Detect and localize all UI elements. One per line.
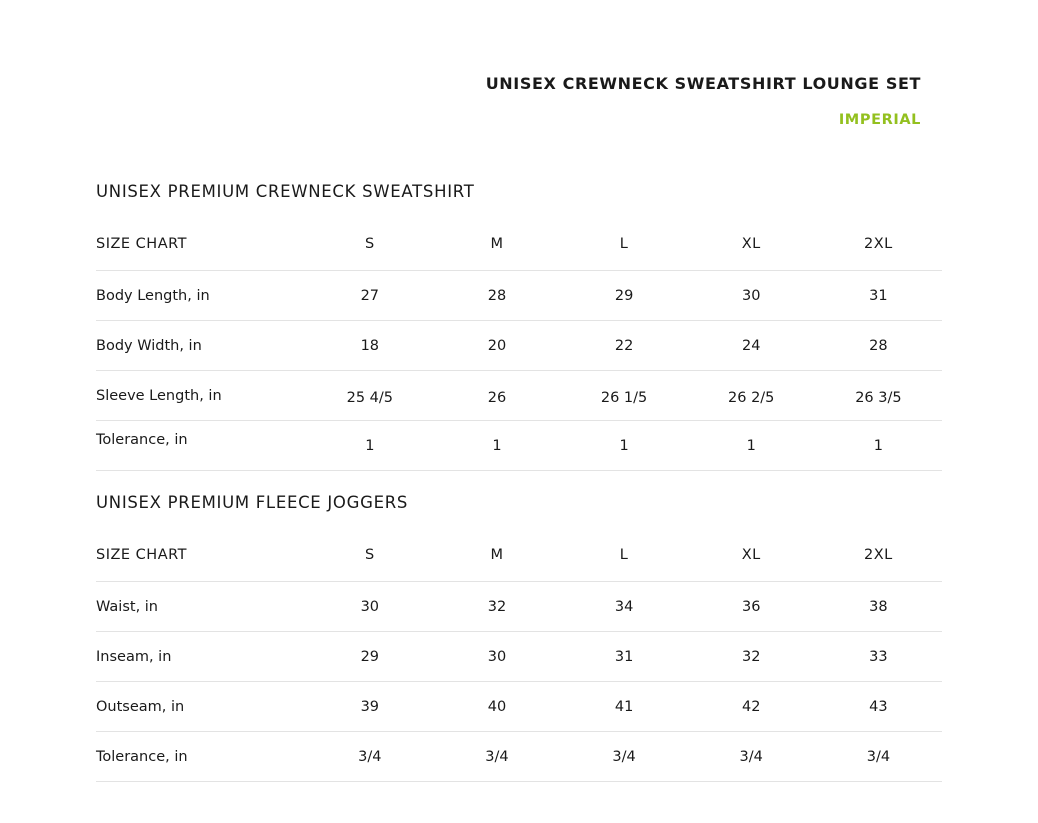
cell-l: 1 [561, 421, 688, 471]
cell-s: 25 4/5 [306, 373, 433, 423]
row-label: Sleeve Length, in [96, 371, 306, 421]
cell-xl: 3/4 [688, 732, 815, 782]
column-header-2xl: 2XL [815, 529, 942, 582]
cell-m: 32 [433, 582, 560, 632]
cell-xl: 36 [688, 582, 815, 632]
cell-2xl: 26 3/5 [815, 373, 942, 423]
cell-xl: 1 [688, 421, 815, 471]
row-label: Outseam, in [96, 682, 306, 732]
row-label: Body Width, in [96, 321, 306, 371]
cell-xl: 30 [688, 271, 815, 321]
cell-2xl: 1 [815, 421, 942, 471]
table-row [96, 632, 942, 682]
table-row [96, 682, 942, 732]
cell-2xl: 38 [815, 582, 942, 632]
cell-m: 26 [433, 373, 560, 423]
cell-m: 20 [433, 321, 560, 371]
cell-2xl: 33 [815, 632, 942, 682]
table-row [96, 321, 942, 371]
row-label: Tolerance, in [96, 415, 306, 465]
page-title: UNISEX CREWNECK SWEATSHIRT LOUNGE SET [485, 74, 921, 93]
section-heading: UNISEX PREMIUM CREWNECK SWEATSHIRT [96, 182, 475, 201]
cell-l: 26 1/5 [561, 373, 688, 423]
cell-m: 28 [433, 271, 560, 321]
column-header-l: L [561, 529, 688, 582]
cell-l: 29 [561, 271, 688, 321]
column-header-s: S [306, 529, 433, 582]
cell-xl: 32 [688, 632, 815, 682]
cell-s: 3/4 [306, 732, 433, 782]
cell-m: 40 [433, 682, 560, 732]
size-table [96, 218, 942, 471]
cell-2xl: 3/4 [815, 732, 942, 782]
table-row [96, 732, 942, 782]
column-header-m: M [433, 529, 560, 582]
cell-s: 18 [306, 321, 433, 371]
column-header-size-chart: SIZE CHART [96, 529, 306, 582]
cell-l: 3/4 [561, 732, 688, 782]
row-label: Body Length, in [96, 271, 306, 321]
cell-s: 27 [306, 271, 433, 321]
cell-l: 22 [561, 321, 688, 371]
column-header-m: M [433, 218, 560, 271]
column-header-xl: XL [688, 529, 815, 582]
row-label: Tolerance, in [96, 732, 306, 782]
cell-s: 39 [306, 682, 433, 732]
row-label: Waist, in [96, 582, 306, 632]
cell-l: 41 [561, 682, 688, 732]
table-header-row [96, 218, 942, 271]
section-sweatshirt [96, 182, 942, 471]
table-row [96, 271, 942, 321]
column-header-l: L [561, 218, 688, 271]
cell-2xl: 43 [815, 682, 942, 732]
cell-m: 1 [433, 421, 560, 471]
table-row [96, 371, 942, 421]
section-heading: UNISEX PREMIUM FLEECE JOGGERS [96, 493, 409, 512]
column-header-xl: XL [688, 218, 815, 271]
column-header-s: S [306, 218, 433, 271]
column-header-2xl: 2XL [815, 218, 942, 271]
column-header-size-chart: SIZE CHART [96, 218, 306, 271]
cell-s: 29 [306, 632, 433, 682]
cell-m: 3/4 [433, 732, 560, 782]
unit-system-toggle[interactable]: IMPERIAL [838, 112, 921, 128]
cell-l: 31 [561, 632, 688, 682]
cell-s: 1 [306, 421, 433, 471]
cell-xl: 24 [688, 321, 815, 371]
cell-s: 30 [306, 582, 433, 632]
cell-m: 30 [433, 632, 560, 682]
table-row [96, 582, 942, 632]
row-label: Inseam, in [96, 632, 306, 682]
table-header-row [96, 529, 942, 582]
cell-2xl: 28 [815, 321, 942, 371]
cell-xl: 26 2/5 [688, 373, 815, 423]
table-row [96, 421, 942, 471]
cell-2xl: 31 [815, 271, 942, 321]
section-joggers [96, 493, 942, 782]
cell-xl: 42 [688, 682, 815, 732]
cell-l: 34 [561, 582, 688, 632]
size-table [96, 529, 942, 782]
